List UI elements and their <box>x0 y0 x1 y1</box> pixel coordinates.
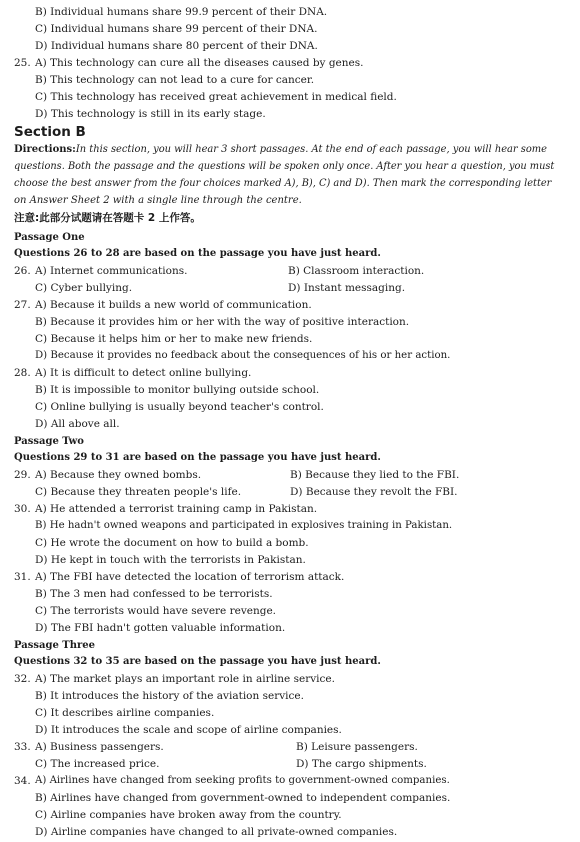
q25-option-c: C) This technology has received great achievement in medical field. <box>35 91 397 103</box>
q33-option-d: D) The cargo shipments. <box>296 758 427 770</box>
directions-line-1 <box>14 145 547 155</box>
q29-option-d: D) Because they revolt the FBI. <box>290 486 458 498</box>
q32-option-d: D) It introduces the scale and scope of airline companies. <box>35 724 342 736</box>
q34-option-c: C) Airline companies have broken away from the country. <box>35 809 342 821</box>
q32-option-a: A) The market plays an important role in airline service. <box>35 673 335 685</box>
directions-text-1: In this section, you will hear 3 short passages. At the end of each passage, you will hear some <box>75 144 548 155</box>
q33-option-c: C) The increased price. <box>35 758 160 770</box>
q33-option-a: A) Business passengers. <box>35 741 164 753</box>
q32-option-b: B) It introduces the history of the aviation service. <box>35 690 304 702</box>
answer-sheet-note: 注意:此部分试题请在答题卡 2 上作答。 <box>14 212 201 224</box>
q27-option-b: B) Because it provides him or her with the way of positive interaction. <box>35 316 410 328</box>
passage-one-intro: Questions 26 to 28 are based on the passage you have just heard. <box>14 248 381 259</box>
q32-number: 32. <box>14 673 31 685</box>
q32-option-c: C) It describes airline companies. <box>35 707 215 719</box>
q31-number: 31. <box>14 571 31 583</box>
q30-option-d: D) He kept in touch with the terrorists in Pakistan. <box>35 554 306 566</box>
q29-option-c: C) Because they threaten people's life. <box>35 486 242 498</box>
q34-option-d: D) Airline companies have changed to all private-owned companies. <box>35 826 398 838</box>
passage-three-intro: Questions 32 to 35 are based on the passage you have just heard. <box>14 656 381 667</box>
q24-option-b: B) Individual humans share 99.9 percent of their DNA. <box>35 6 328 18</box>
q26-option-b: B) Classroom interaction. <box>288 265 425 277</box>
q29-option-b: B) Because they lied to the FBI. <box>290 469 460 481</box>
q29-option-a: A) Because they owned bombs. <box>35 469 202 481</box>
q34-option-a: A) Airlines have changed from seeking profits to government-owned companies. <box>35 775 450 786</box>
q26-option-d: D) Instant messaging. <box>288 282 406 294</box>
q28-option-a: A) It is difficult to detect online bullying. <box>35 367 252 379</box>
q28-option-d: D) All above all. <box>35 418 120 430</box>
passage-three-title: Passage Three <box>14 640 96 651</box>
q26-option-c: C) Cyber bullying. <box>35 282 133 294</box>
q27-number: 27. <box>14 299 31 311</box>
q25-number: 25. <box>14 57 31 69</box>
passage-two-title: Passage Two <box>14 436 84 447</box>
q31-option-a: A) The FBI have detected the location of terrorism attack. <box>35 571 345 583</box>
q33-option-b: B) Leisure passengers. <box>296 741 418 753</box>
q25-option-a: A) This technology can cure all the diseases caused by genes. <box>35 57 364 69</box>
q30-option-a: A) He attended a terrorist training camp in Pakistan. <box>35 503 318 515</box>
q27-option-c: C) Because it helps him or her to make new friends. <box>35 333 313 345</box>
q30-option-b: B) He hadn't owned weapons and participated in explosives training in Pakistan. <box>35 520 453 531</box>
directions-line-2: questions. Both the passage and the questions will be spoken only once. After you hear a question, you must <box>14 161 555 172</box>
q26-number: 26. <box>14 265 31 277</box>
q30-number: 30. <box>14 503 31 515</box>
passage-one-title: Passage One <box>14 232 85 243</box>
q28-option-c: C) Online bullying is usually beyond teacher's control. <box>35 401 324 413</box>
q31-option-d: D) The FBI hadn't gotten valuable information. <box>35 622 286 634</box>
section-b-title: Section B <box>14 124 86 140</box>
passage-two-intro: Questions 29 to 31 are based on the passage you have just heard. <box>14 452 381 463</box>
directions-label: Directions: <box>14 144 76 155</box>
q24-option-c: C) Individual humans share 99 percent of their DNA. <box>35 23 318 35</box>
directions-line-4: on Answer Sheet 2 with a single line through the centre. <box>14 195 302 206</box>
q29-number: 29. <box>14 469 31 481</box>
q27-option-a: A) Because it builds a new world of communication. <box>35 299 312 311</box>
q34-option-b: B) Airlines have changed from government-owned to independent companies. <box>35 792 451 804</box>
q33-number: 33. <box>14 741 31 753</box>
q34-number: 34. <box>14 775 31 787</box>
q31-option-c: C) The terrorists would have severe revenge. <box>35 605 277 617</box>
q27-option-d: D) Because it provides no feedback about the consequences of his or her action. <box>35 350 451 361</box>
q25-option-d: D) This technology is still in its early stage. <box>35 108 266 120</box>
q26-option-a: A) Internet communications. <box>35 265 188 277</box>
q25-option-b: B) This technology can not lead to a cure for cancer. <box>35 74 315 86</box>
q24-option-d: D) Individual humans share 80 percent of their DNA. <box>35 40 318 52</box>
q30-option-c: C) He wrote the document on how to build a bomb. <box>35 537 309 549</box>
q28-number: 28. <box>14 367 31 379</box>
q28-option-b: B) It is impossible to monitor bullying outside school. <box>35 384 320 396</box>
directions-line-3: choose the best answer from the four choices marked A), B), C) and D). Then mark the corresponding letter <box>14 178 552 189</box>
q31-option-b: B) The 3 men had confessed to be terrorists. <box>35 588 273 600</box>
